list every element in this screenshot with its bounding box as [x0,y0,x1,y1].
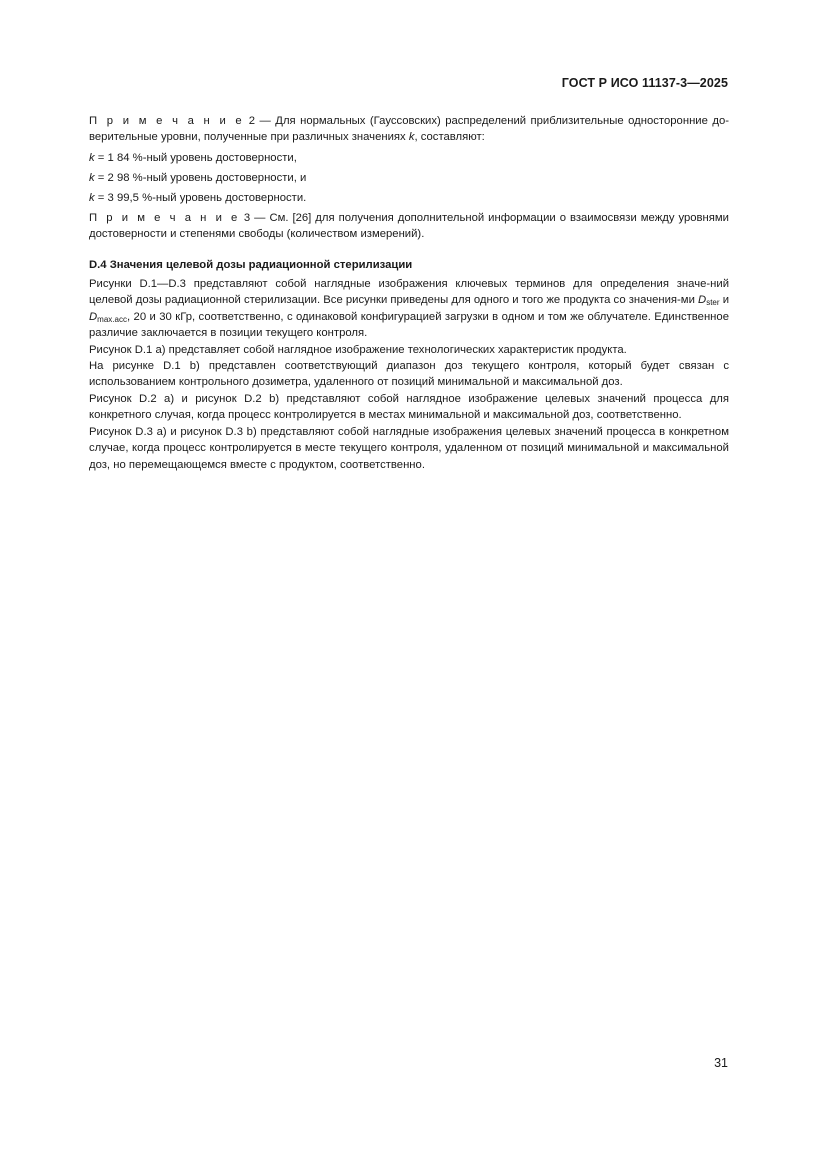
k-symbol: k [89,171,95,184]
k-list-item [89,150,729,166]
note-3-label: П р и м е ч а н и е [89,211,240,224]
d-max-acc-subscript: max.acc [97,314,127,324]
document-header: ГОСТ Р ИСО 11137-3—2025 [561,76,728,90]
k-symbol: k [89,151,95,164]
k-list-text: = 3 99,5 %-ный уровень достоверности. [94,191,307,204]
d-ster-subscript: ster [706,298,720,308]
k-list-text: = 1 84 %-ный уровень достоверности, [94,151,297,164]
note-2-text-a: 2 — Для нормальных (Гауссовских) распределений приблизительные односторонние до-верительные уровни, полученные при различных значениях [89,115,729,144]
paragraph-4: Рисунок D.2 a) и рисунок D.2 b) представляют собой наглядное изображение целевых значений процесса для конкретного случая, когда процесс контролируется в местах минимальной и максимальной доз, соответственно. [89,392,729,422]
paragraph-3: На рисунке D.1 b) представлен соответствующий диапазон доз текущего контроля, который будет связан с использованием контрольного дозиметра, удаленного от позиций минимальной и максимальной доз. [89,360,729,389]
d-ster-symbol: D [698,294,707,307]
paragraph-5: Рисунок D.3 a) и рисунок D.3 b) представляют собой наглядные изображения целевых значений процесса в конкретном случае, когда процесс контролируется в месте текущего контроля, удаленном от позиций минимальной и максимальной доз, но перемещающемся вместе с продуктом, соответственно. [89,425,729,471]
document-body [89,113,729,473]
page-number: 31 [714,1056,728,1070]
note-2-text-b: , составляют: [414,131,485,144]
k-list-item [89,170,729,186]
d-max-acc-symbol: D [89,310,98,323]
k-list-text: = 2 98 %-ный уровень достоверности, и [94,171,307,184]
note-2 [89,113,729,146]
paragraph-1-and: и [719,294,729,307]
k-symbol: k [89,191,95,204]
paragraph-1 [89,276,729,342]
k-list-item [89,190,729,206]
note-2-k: k [408,131,415,144]
paragraph-1-text-b: , 20 и 30 кГр, соответственно, с одинаковой конфигурацией загрузки в одном и том же облучателе. Единственное различие заключается в позиции текущего контроля. [89,310,729,340]
paragraph-1-text-a: Рисунки D.1—D.3 представляют собой наглядные изображения ключевых терминов для определения значе-ний целевой дозы радиационной стерилизации. Все рисунки приведены для одного и того же продукта со значения-ми [89,278,729,307]
paragraph-2: Рисунок D.1 a) представляет собой наглядное изображение технологических характеристик продукта. [89,343,627,356]
note-2-label: П р и м е ч а н и е [89,115,245,127]
note-3 [89,210,729,243]
section-title: D.4 Значения целевой дозы радиационной стерилизации [89,258,413,271]
note-3-text: 3 — См. [26] для получения дополнительной информации о взаимосвязи между уровнями достоверности и степенями свободы (количеством измерений). [89,211,729,241]
k-values-list [89,150,729,206]
